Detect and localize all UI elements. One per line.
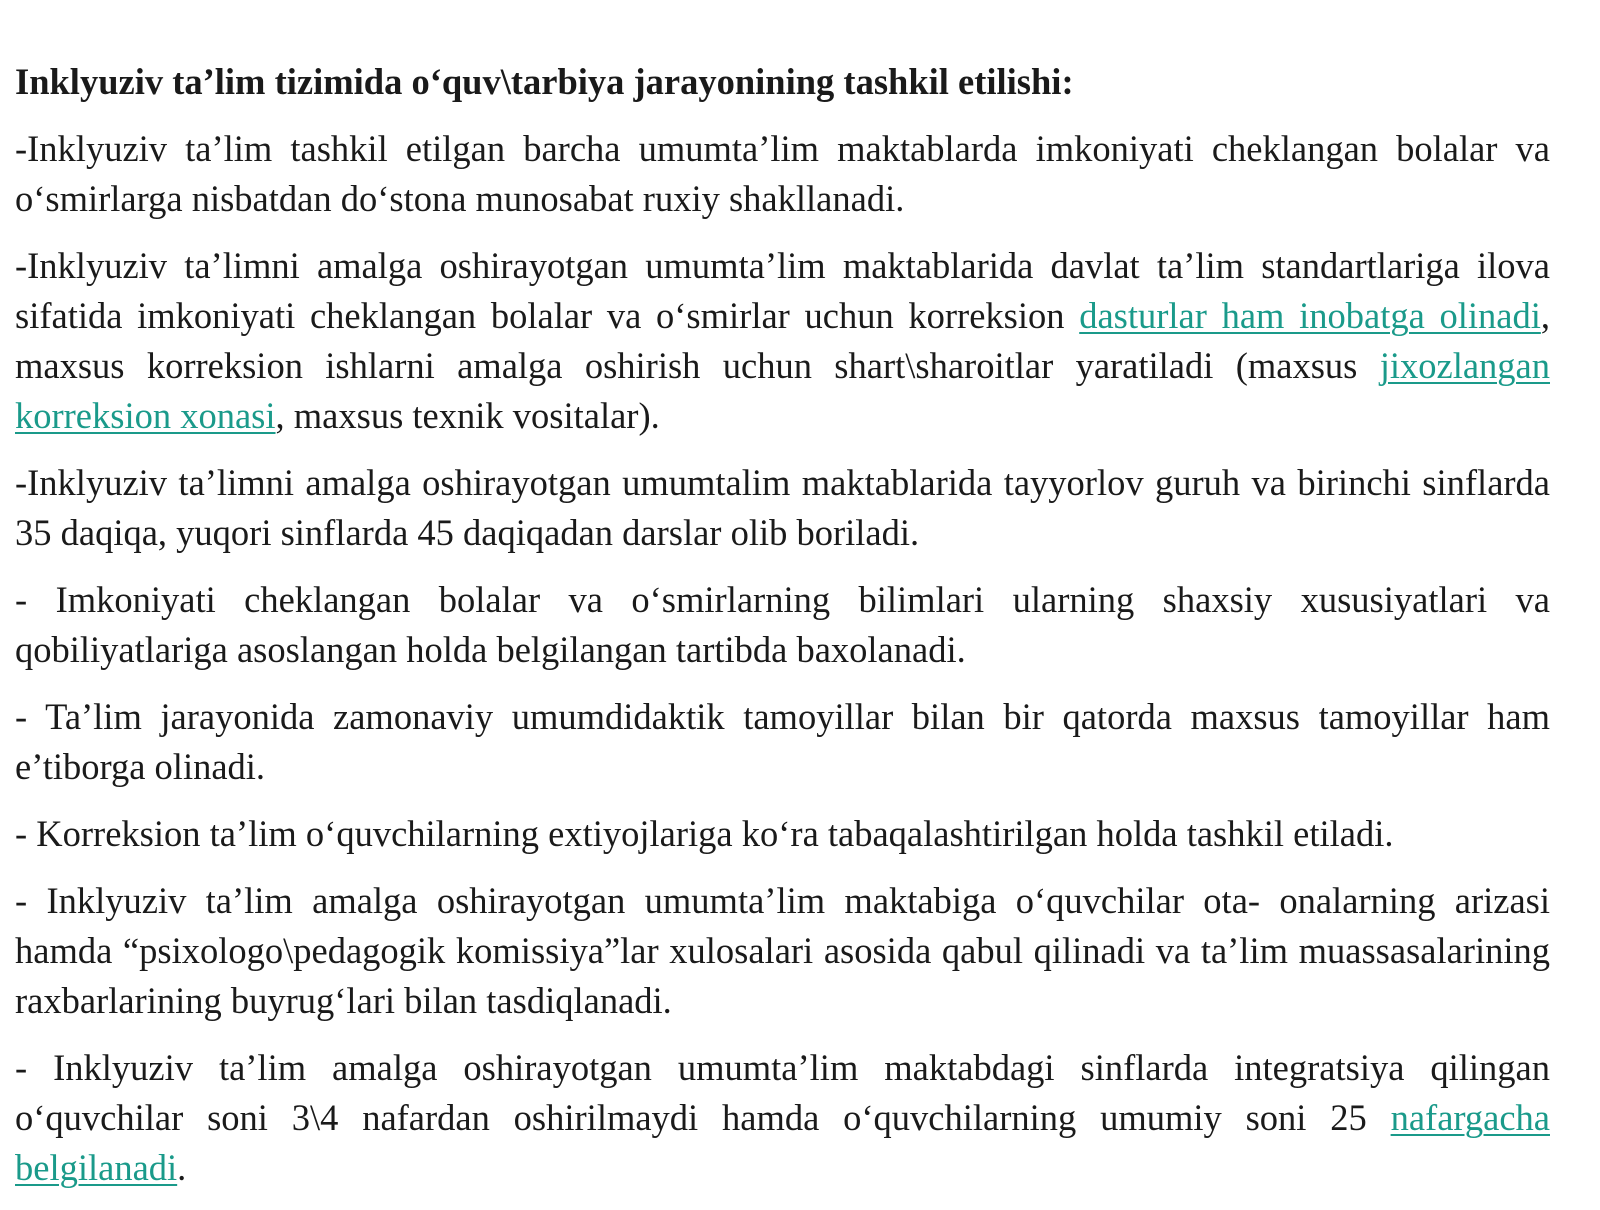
- paragraph-8: [15, 1043, 1550, 1193]
- paragraph-4: - Imkoniyati cheklangan bolalar va o‘smirlarning bilimlari ularning shaxsiy xususiyatlari va qobiliyatlariga asoslangan holda belgilangan tartibda baxolanadi.: [15, 579, 1550, 670]
- document-page: [15, 58, 1550, 1210]
- paragraph-5: - Ta’lim jarayonida zamonaviy umumdidaktik tamoyillar bilan bir qatorda maxsus tamoyillar ham e’tiborga olinadi.: [15, 696, 1550, 787]
- paragraph-6: - Korreksion ta’lim o‘quvchilarning extiyojlariga ko‘ra tabaqalashtirilgan holda tashkil etiladi.: [15, 813, 1394, 854]
- link-nafargacha[interactable]: nafargacha belgilanadi: [15, 1097, 1550, 1188]
- link-korreksion-xonasi[interactable]: jixozlangan korreksion xonasi: [15, 345, 1550, 436]
- paragraph-2-text-3: , maxsus texnik vositalar).: [275, 395, 660, 436]
- document-heading: Inklyuziv ta’lim tizimida o‘quv\tarbiya jarayonining tashkil etilishi:: [15, 61, 1074, 102]
- paragraph-2-text-2: , maxsus korreksion ishlarni amalga oshirish uchun shart\sharoitlar yaratiladi (maxsus: [15, 295, 1550, 386]
- paragraph-7: - Inklyuziv ta’lim amalga oshirayotgan umumta’lim maktabiga o‘quvchilar ota- onalarning arizasi hamda “psixologo\pedagogik komissiya”lar xulosalari asosida qabul qilinadi va ta’lim muassasalarining raxbarlarining buyrug‘lari bilan tasdiqlanadi.: [15, 880, 1550, 1021]
- paragraph-8-text-2: .: [177, 1147, 187, 1188]
- paragraph-2-text-1: -Inklyuziv ta’limni amalga oshirayotgan umumta’lim maktablarida davlat ta’lim standartlariga ilova sifatida imkoniyati cheklangan bolalar va o‘smirlar uchun korreksion: [15, 245, 1550, 336]
- paragraph-8-text-1: - Inklyuziv ta’lim amalga oshirayotgan umumta’lim maktabdagi sinflarda integratsiya qilingan o‘quvchilar soni 3\4 nafardan oshirilmaydi hamda o‘quvchilarning umumiy soni 25: [15, 1047, 1550, 1138]
- paragraph-2: [15, 241, 1550, 441]
- link-dasturlar[interactable]: dasturlar ham inobatga olinadi: [1079, 295, 1541, 336]
- paragraph-1: -Inklyuziv ta’lim tashkil etilgan barcha umumta’lim maktablarda imkoniyati cheklangan bolalar va o‘smirlarga nisbatdan do‘stona munosabat ruxiy shakllanadi.: [15, 128, 1550, 219]
- paragraph-3: -Inklyuziv ta’limni amalga oshirayotgan umumtalim maktablarida tayyorlov guruh va birinchi sinflarda 35 daqiqa, yuqori sinflarda 45 daqiqadan darslar olib boriladi.: [15, 462, 1550, 553]
